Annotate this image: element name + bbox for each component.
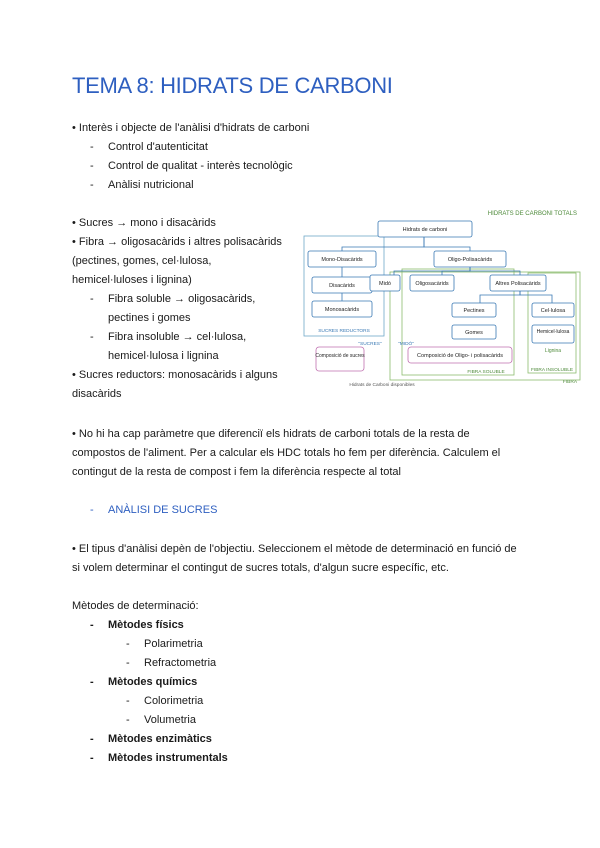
- label-oligo-poli: Oligo-Polisacàrids: [447, 257, 493, 263]
- def-fibra-cont2: hemicel·luloses i lignina): [72, 274, 192, 286]
- list-item: - Fibra soluble → oligosacàrids,: [90, 293, 256, 305]
- method-enzimatics: - Mètodes enzimàtics: [90, 733, 212, 745]
- label-mono-di: Mono-Disacàrids: [321, 257, 363, 263]
- label-gomes: Gomes: [465, 330, 483, 336]
- list-item: - Volumetria: [126, 714, 196, 726]
- label-hemicellulosa: Hemicel·lulosa: [536, 329, 570, 335]
- section-heading: - ANÀLISI DE SUCRES: [90, 504, 218, 516]
- label-fibra-soluble: FIBRA SOLUBLE: [467, 370, 505, 375]
- intro-bullet: • Interès i objecte de l'anàlisi d'hidrats de carboni: [72, 122, 310, 134]
- def-fibra-cont: (pectines, gomes, cel·lulosa,: [72, 255, 212, 267]
- label-altres-poli: Altres Polisacàrids: [495, 281, 541, 287]
- list-item: - Fibra insoluble → cel·lulosa,: [90, 331, 247, 343]
- list-item: - Colorimetria: [126, 695, 204, 707]
- carbohydrate-diagram: [302, 207, 582, 390]
- label-sucres-reductors: SUCRES REDUCTORS: [318, 329, 370, 334]
- def-reductors: • Sucres reductors: monosacàrids i alguns: [72, 369, 278, 381]
- method-fisics: - Mètodes físics: [90, 619, 184, 631]
- para2-line: • El tipus d'anàlisi depèn de l'objectiu. Seleccionem el mètode de determinació en funció de: [72, 543, 517, 555]
- para2-line: si volem determinar el contingut de sucres totals, d'algun sucre específic, etc.: [72, 562, 449, 574]
- label-lignina: Lignina: [544, 348, 562, 354]
- label-mido-tag: "MIDÓ": [398, 342, 414, 347]
- methods-heading: Mètodes de determinació:: [72, 600, 199, 612]
- para1-line: contingut de la resta de compost i fem la diferència respecte al total: [72, 466, 401, 478]
- diagram-header: HIDRATS DE CARBONI TOTALS: [487, 211, 577, 217]
- def-fibra: • Fibra → oligosacàrids i altres polisacàrids: [72, 236, 282, 248]
- list-item: - Anàlisi nutricional: [90, 179, 194, 191]
- para1-line: compostos de l'aliment. Per a calcular els HDC totals ho fem per diferència. Calculem el: [72, 447, 501, 459]
- list-item: - Polarimetria: [126, 638, 203, 650]
- label-root: Hidrats de carboni: [402, 227, 448, 233]
- label-disacarids: Disacàrids: [329, 283, 355, 289]
- label-fibra: FIBRA: [562, 380, 578, 385]
- list-item: - Control d'autenticitat: [90, 141, 208, 153]
- label-monosacarids: Monosacàrids: [324, 307, 360, 313]
- label-pectines: Pectines: [463, 308, 485, 314]
- def-reductors-cont: disacàrids: [72, 388, 122, 400]
- label-footer: Hidrats de Carboni disponibles: [349, 383, 415, 388]
- box-compost-sucres: [316, 347, 364, 371]
- page-title: TEMA 8: HIDRATS DE CARBONI: [72, 73, 393, 98]
- para1-line: • No hi ha cap paràmetre que diferenciï els hidrats de carboni totals de la resta de: [72, 428, 470, 440]
- list-item-cont: pectines i gomes: [108, 312, 191, 324]
- list-item: - Control de qualitat - interès tecnològic: [90, 160, 293, 172]
- list-item-cont: hemicel·lulosa i lignina: [108, 350, 219, 362]
- label-fibra-insoluble: FIBRA INSOLUBLE: [530, 368, 574, 373]
- list-item: - Refractometria: [126, 657, 217, 669]
- label-sucres: "SUCRES": [358, 342, 382, 347]
- label-cellulosa: Cel·lulosa: [540, 308, 566, 314]
- label-compost-sucres: Composició de sucres: [315, 353, 365, 359]
- label-mido: Midó: [379, 281, 391, 287]
- label-compost-oligo: Composició de Oligo- i polisacàrids: [417, 353, 503, 359]
- method-instrumentals: - Mètodes instrumentals: [90, 752, 228, 764]
- def-sucres: • Sucres → mono i disacàrids: [72, 217, 216, 229]
- method-quimics: - Mètodes químics: [90, 676, 198, 688]
- label-oligosacarids: Oligosacàrids: [415, 281, 449, 287]
